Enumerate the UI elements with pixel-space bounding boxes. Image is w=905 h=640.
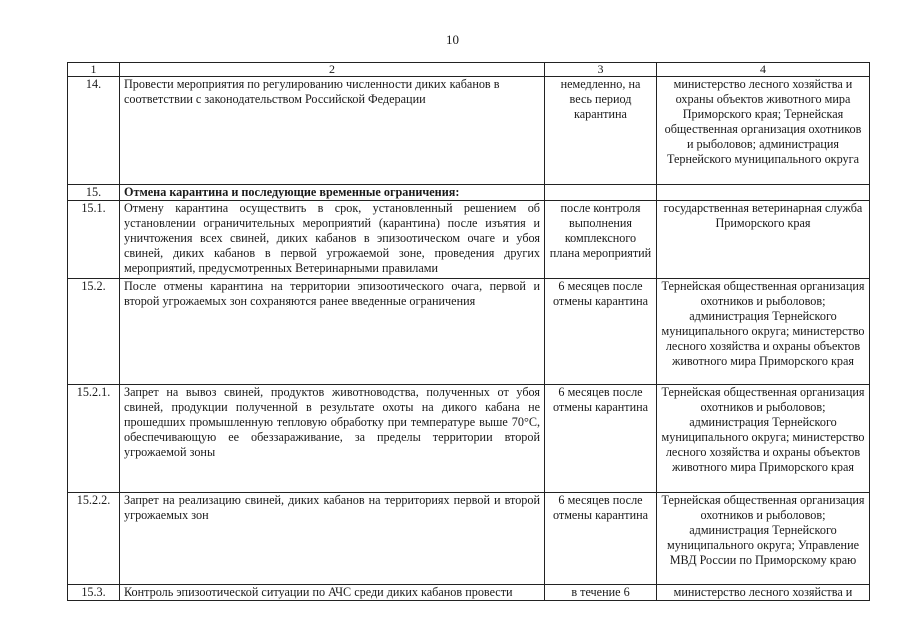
row-responsible: Тернейская общественная организация охотников и рыболовов; администрация Тернейского муниципального округа; министерство лесного хозяйства и охраны объектов животного мира Приморского края xyxy=(657,279,870,385)
row-term: немедленно, на весь период карантина xyxy=(545,77,657,185)
column-header: 4 xyxy=(657,63,870,77)
row-measure: Провести мероприятия по регулированию численности диких кабанов в соответствии с законодательством Российской Федерации xyxy=(120,77,545,185)
row-number: 15.3. xyxy=(68,585,120,601)
table-row xyxy=(68,185,870,201)
row-responsible: министерство лесного хозяйства и охраны объектов животного мира Приморского края; Тернейская общественная организация охотников и рыболовов; администрация Тернейского муниципального округа xyxy=(657,77,870,185)
row-measure: Контроль эпизоотической ситуации по АЧС среди диких кабанов провести xyxy=(120,585,545,601)
row-measure: Отмену карантина осуществить в срок, установленный решением об установлении ограничительных мероприятий (карантина) после изъятия и уничтожения всех свиней, диких кабанов в эпизоотическом очаге и убоя свиней, диких кабанов в первой угрожаемой зоне, проведения других мероприятий, предусмотренных Ветеринарными правилами xyxy=(120,201,545,279)
row-number: 15.1. xyxy=(68,201,120,279)
row-number: 15.2. xyxy=(68,279,120,385)
row-measure: После отмены карантина на территории эпизоотического очага, первой и второй угрожаемых зон сохраняются ранее введенные ограничения xyxy=(120,279,545,385)
row-term: 6 месяцев после отмены карантина xyxy=(545,385,657,493)
row-number: 14. xyxy=(68,77,120,185)
row-number: 15.2.2. xyxy=(68,493,120,585)
table-header-row xyxy=(68,63,870,77)
row-term: 6 месяцев после отмены карантина xyxy=(545,279,657,385)
row-responsible: министерство лесного хозяйства и xyxy=(657,585,870,601)
table-row xyxy=(68,493,870,585)
table-row xyxy=(68,279,870,385)
column-header: 2 xyxy=(120,63,545,77)
column-header: 1 xyxy=(68,63,120,77)
table-row xyxy=(68,585,870,601)
table-row xyxy=(68,385,870,493)
row-number: 15. xyxy=(68,185,120,201)
page-number: 10 xyxy=(446,32,459,47)
row-measure: Отмена карантина и последующие временные ограничения: xyxy=(120,185,545,201)
row-term xyxy=(545,185,657,201)
row-measure: Запрет на вывоз свиней, продуктов животноводства, полученных от убоя свиней, продукции полученной в результате охоты на дикого кабана не прошедших промышленную тепловую обработку при температуре выше 70°С, обеспечивающую ее обеззараживание, за пределы территории второй угрожаемой зоны xyxy=(120,385,545,493)
measures-table xyxy=(67,62,870,601)
table-row xyxy=(68,77,870,185)
row-measure: Запрет на реализацию свиней, диких кабанов на территориях первой и второй угрожаемых зон xyxy=(120,493,545,585)
row-responsible: Тернейская общественная организация охотников и рыболовов; администрация Тернейского муниципального округа; Управление МВД России по Приморскому краю xyxy=(657,493,870,585)
row-term: после контроля выполнения комплексного плана мероприятий xyxy=(545,201,657,279)
row-number: 15.2.1. xyxy=(68,385,120,493)
column-header: 3 xyxy=(545,63,657,77)
row-responsible xyxy=(657,185,870,201)
row-term: 6 месяцев после отмены карантина xyxy=(545,493,657,585)
table-row xyxy=(68,201,870,279)
row-responsible: государственная ветеринарная служба Приморского края xyxy=(657,201,870,279)
row-responsible: Тернейская общественная организация охотников и рыболовов; администрация Тернейского муниципального округа; министерство лесного хозяйства и охраны объектов животного мира Приморского края xyxy=(657,385,870,493)
row-term: в течение 6 xyxy=(545,585,657,601)
